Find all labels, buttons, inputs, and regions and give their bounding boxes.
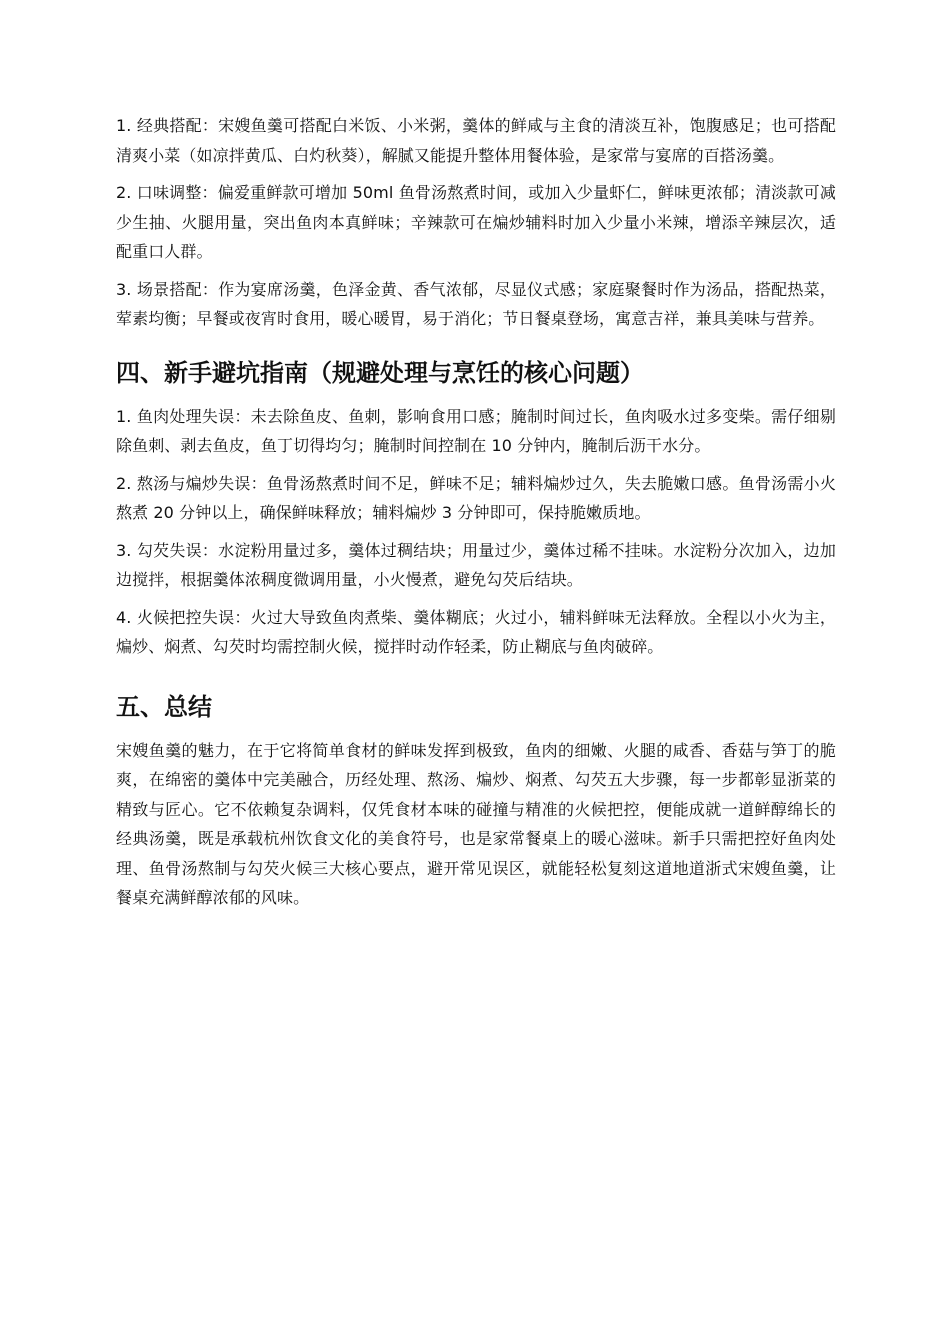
pairing-item-2: 2. 口味调整：偏爱重鲜款可增加 50ml 鱼骨汤熬煮时间，或加入少量虾仁，鲜味更浓郁；清淡款可减少生抽、火腿用量，突出鱼肉本真鲜味；辛辣款可在煸炒辅料时加入少量小米辣，增添辛辣层次，适配重口人群。 bbox=[116, 183, 836, 261]
summary-paragraph: 宋嫂鱼羹的魅力，在于它将简单食材的鲜味发挥到极致，鱼肉的细嫩、火腿的咸香、香菇与笋丁的脆爽，在绵密的羹体中完美融合，历经处理、熬汤、煸炒、焖煮、勾芡五大步骤，每一步都彰显浙菜的精致与匠心。它不依赖复杂调料，仅凭食材本味的碰撞与精准的火候把控，便能成就一道鲜醇绵长的经典汤羹，既是承载杭州饮食文化的美食符号，也是家常餐桌上的暖心滋味。新手只需把控好鱼肉处理、鱼骨汤熬制与勾芡火候三大核心要点，避开常见误区，就能轻松复刻这道地道浙式宋嫂鱼羹，让餐桌充满鲜醇浓郁的风味。 bbox=[116, 740, 836, 907]
pairing-item-1: 1. 经典搭配：宋嫂鱼羹可搭配白米饭、小米粥，羹体的鲜咸与主食的清淡互补，饱腹感足；也可搭配清爽小菜（如凉拌黄瓜、白灼秋葵），解腻又能提升整体用餐体验，是家常与宴席的百搭汤羹。 bbox=[116, 116, 836, 165]
section-4-heading: 四、新手避坑指南（规避处理与烹饪的核心问题） bbox=[116, 358, 644, 387]
pitfall-item-2: 2. 熬汤与煸炒失误：鱼骨汤熬煮时间不足，鲜味不足；辅料煸炒过久，失去脆嫩口感。鱼骨汤需小火熬煮 20 分钟以上，确保鲜味释放；辅料煸炒 3 分钟即可，保持脆嫩质地。 bbox=[116, 473, 836, 522]
section-5-heading: 五、总结 bbox=[116, 692, 212, 721]
pitfall-item-1: 1. 鱼肉处理失误：未去除鱼皮、鱼刺，影响食用口感；腌制时间过长，鱼肉吸水过多变柴。需仔细剔除鱼刺、剥去鱼皮，鱼丁切得均匀；腌制时间控制在 10 分钟内，腌制后沥干水分。 bbox=[116, 406, 836, 455]
pairing-item-3: 3. 场景搭配：作为宴席汤羹，色泽金黄、香气浓郁，尽显仪式感；家庭聚餐时作为汤品，搭配热菜，荤素均衡；早餐或夜宵时食用，暖心暖胃，易于消化；节日餐桌登场，寓意吉祥，兼具美味与营养。 bbox=[116, 279, 836, 328]
document-page bbox=[116, 111, 836, 921]
pitfall-item-3: 3. 勾芡失误：水淀粉用量过多，羹体过稠结块；用量过少，羹体过稀不挂味。水淀粉分次加入，边加边搅拌，根据羹体浓稠度微调用量，小火慢煮，避免勾芡后结块。 bbox=[116, 540, 836, 589]
pitfall-item-4: 4. 火候把控失误：火过大导致鱼肉煮柴、羹体糊底；火过小，辅料鲜味无法释放。全程以小火为主，煸炒、焖煮、勾芡时均需控制火候，搅拌时动作轻柔，防止糊底与鱼肉破碎。 bbox=[116, 607, 836, 656]
